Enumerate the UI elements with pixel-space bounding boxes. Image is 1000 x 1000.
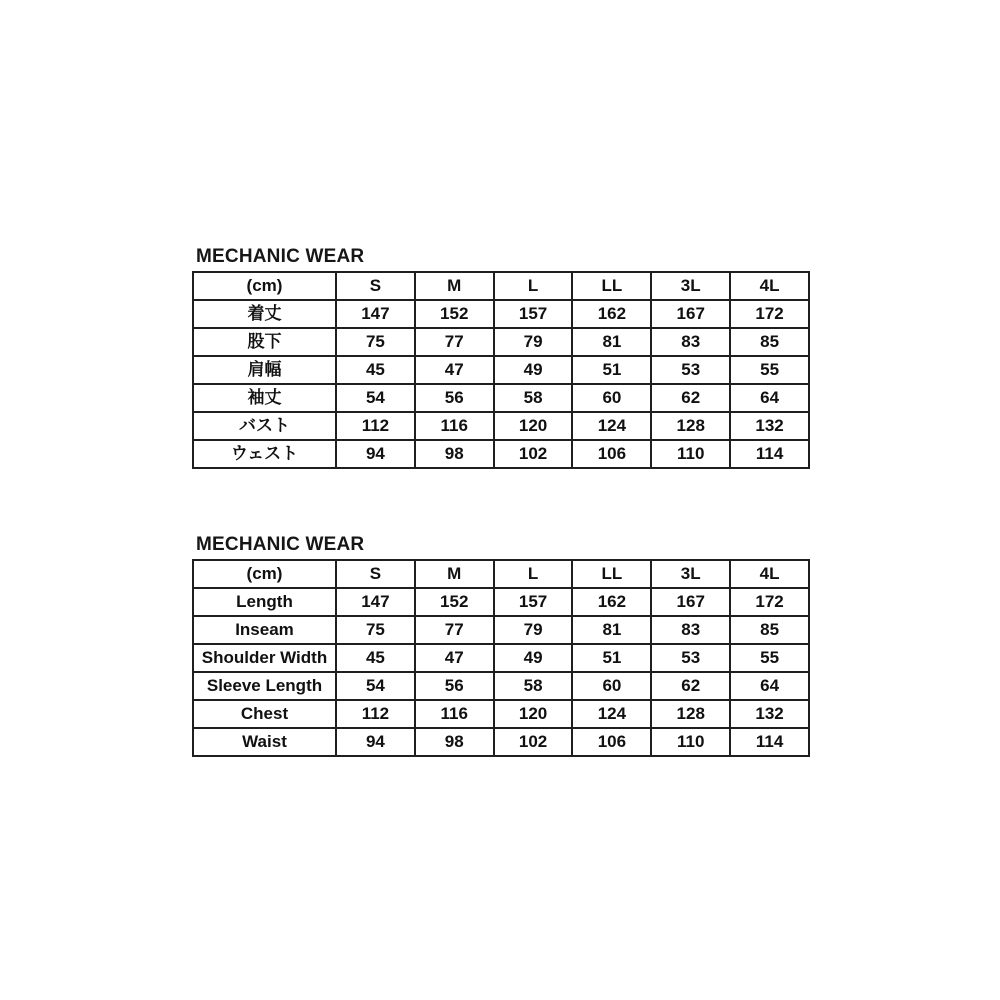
measurement-value-cell: 56: [415, 384, 494, 412]
measurement-row: [193, 356, 809, 384]
measurement-row: [193, 644, 809, 672]
measurement-value-cell: 55: [730, 644, 809, 672]
measurement-row: [193, 300, 809, 328]
measurement-row: [193, 384, 809, 412]
measurement-value-cell: 128: [651, 700, 730, 728]
measurement-value-cell: 58: [494, 672, 573, 700]
measurement-value-cell: 49: [494, 644, 573, 672]
measurement-label-cell: 股下: [193, 328, 336, 356]
measurement-value-cell: 83: [651, 616, 730, 644]
measurement-label-cell: バスト: [193, 412, 336, 440]
measurement-value-cell: 124: [572, 412, 651, 440]
measurement-value-cell: 79: [494, 328, 573, 356]
measurement-row: [193, 616, 809, 644]
unit-header-cell: (cm): [193, 560, 336, 588]
measurement-value-cell: 157: [494, 588, 573, 616]
size-chart-section-english: [192, 534, 812, 757]
measurement-value-cell: 94: [336, 440, 415, 468]
measurement-value-cell: 172: [730, 588, 809, 616]
size-header-cell: 4L: [730, 272, 809, 300]
measurement-value-cell: 79: [494, 616, 573, 644]
header-row: [193, 560, 809, 588]
measurement-value-cell: 172: [730, 300, 809, 328]
measurement-value-cell: 60: [572, 672, 651, 700]
measurement-value-cell: 45: [336, 356, 415, 384]
size-header-cell: 3L: [651, 560, 730, 588]
size-header-cell: M: [415, 272, 494, 300]
measurement-value-cell: 132: [730, 412, 809, 440]
header-row: [193, 272, 809, 300]
measurement-label-cell: 袖丈: [193, 384, 336, 412]
measurement-value-cell: 85: [730, 328, 809, 356]
measurement-value-cell: 85: [730, 616, 809, 644]
measurement-value-cell: 110: [651, 440, 730, 468]
measurement-label-cell: 肩幅: [193, 356, 336, 384]
measurement-value-cell: 102: [494, 440, 573, 468]
measurement-row: [193, 672, 809, 700]
measurement-value-cell: 167: [651, 300, 730, 328]
measurement-value-cell: 51: [572, 356, 651, 384]
measurement-value-cell: 116: [415, 700, 494, 728]
measurement-value-cell: 81: [572, 328, 651, 356]
size-table-japanese: [192, 271, 810, 469]
measurement-value-cell: 132: [730, 700, 809, 728]
measurement-label-cell: Length: [193, 588, 336, 616]
measurement-value-cell: 120: [494, 700, 573, 728]
measurement-value-cell: 47: [415, 356, 494, 384]
measurement-value-cell: 75: [336, 328, 415, 356]
measurement-value-cell: 62: [651, 672, 730, 700]
measurement-value-cell: 77: [415, 616, 494, 644]
measurement-value-cell: 162: [572, 588, 651, 616]
measurement-value-cell: 114: [730, 440, 809, 468]
measurement-value-cell: 120: [494, 412, 573, 440]
measurement-row: [193, 328, 809, 356]
measurement-value-cell: 53: [651, 644, 730, 672]
size-header-cell: LL: [572, 272, 651, 300]
size-table-english: [192, 559, 810, 757]
measurement-label-cell: Waist: [193, 728, 336, 756]
size-header-cell: 3L: [651, 272, 730, 300]
size-header-cell: 4L: [730, 560, 809, 588]
measurement-value-cell: 54: [336, 672, 415, 700]
measurement-label-cell: Inseam: [193, 616, 336, 644]
measurement-value-cell: 98: [415, 728, 494, 756]
measurement-value-cell: 55: [730, 356, 809, 384]
measurement-value-cell: 112: [336, 412, 415, 440]
measurement-value-cell: 106: [572, 440, 651, 468]
measurement-value-cell: 54: [336, 384, 415, 412]
section-title-japanese: MECHANIC WEAR: [196, 246, 365, 267]
measurement-value-cell: 152: [415, 300, 494, 328]
measurement-value-cell: 162: [572, 300, 651, 328]
measurement-value-cell: 83: [651, 328, 730, 356]
size-header-cell: S: [336, 560, 415, 588]
measurement-row: [193, 440, 809, 468]
measurement-value-cell: 94: [336, 728, 415, 756]
measurement-value-cell: 152: [415, 588, 494, 616]
measurement-value-cell: 53: [651, 356, 730, 384]
measurement-value-cell: 114: [730, 728, 809, 756]
measurement-value-cell: 147: [336, 300, 415, 328]
measurement-label-cell: 着丈: [193, 300, 336, 328]
measurement-value-cell: 106: [572, 728, 651, 756]
measurement-value-cell: 51: [572, 644, 651, 672]
size-header-cell: L: [494, 272, 573, 300]
measurement-value-cell: 124: [572, 700, 651, 728]
measurement-value-cell: 98: [415, 440, 494, 468]
measurement-value-cell: 64: [730, 672, 809, 700]
measurement-label-cell: ウェスト: [193, 440, 336, 468]
size-header-cell: M: [415, 560, 494, 588]
measurement-value-cell: 77: [415, 328, 494, 356]
measurement-label-cell: Shoulder Width: [193, 644, 336, 672]
measurement-value-cell: 62: [651, 384, 730, 412]
measurement-value-cell: 116: [415, 412, 494, 440]
measurement-value-cell: 64: [730, 384, 809, 412]
measurement-value-cell: 102: [494, 728, 573, 756]
measurement-value-cell: 47: [415, 644, 494, 672]
measurement-value-cell: 56: [415, 672, 494, 700]
measurement-value-cell: 157: [494, 300, 573, 328]
size-chart-section-japanese: [192, 246, 812, 469]
measurement-value-cell: 167: [651, 588, 730, 616]
measurement-value-cell: 58: [494, 384, 573, 412]
measurement-value-cell: 128: [651, 412, 730, 440]
measurement-value-cell: 81: [572, 616, 651, 644]
measurement-row: [193, 728, 809, 756]
measurement-value-cell: 112: [336, 700, 415, 728]
measurement-value-cell: 45: [336, 644, 415, 672]
unit-header-cell: (cm): [193, 272, 336, 300]
size-header-cell: S: [336, 272, 415, 300]
size-header-cell: L: [494, 560, 573, 588]
measurement-value-cell: 75: [336, 616, 415, 644]
measurement-row: [193, 412, 809, 440]
measurement-row: [193, 588, 809, 616]
measurement-value-cell: 110: [651, 728, 730, 756]
measurement-value-cell: 147: [336, 588, 415, 616]
measurement-row: [193, 700, 809, 728]
measurement-value-cell: 49: [494, 356, 573, 384]
size-header-cell: LL: [572, 560, 651, 588]
section-title-english: MECHANIC WEAR: [196, 534, 365, 555]
measurement-value-cell: 60: [572, 384, 651, 412]
measurement-label-cell: Chest: [193, 700, 336, 728]
measurement-label-cell: Sleeve Length: [193, 672, 336, 700]
